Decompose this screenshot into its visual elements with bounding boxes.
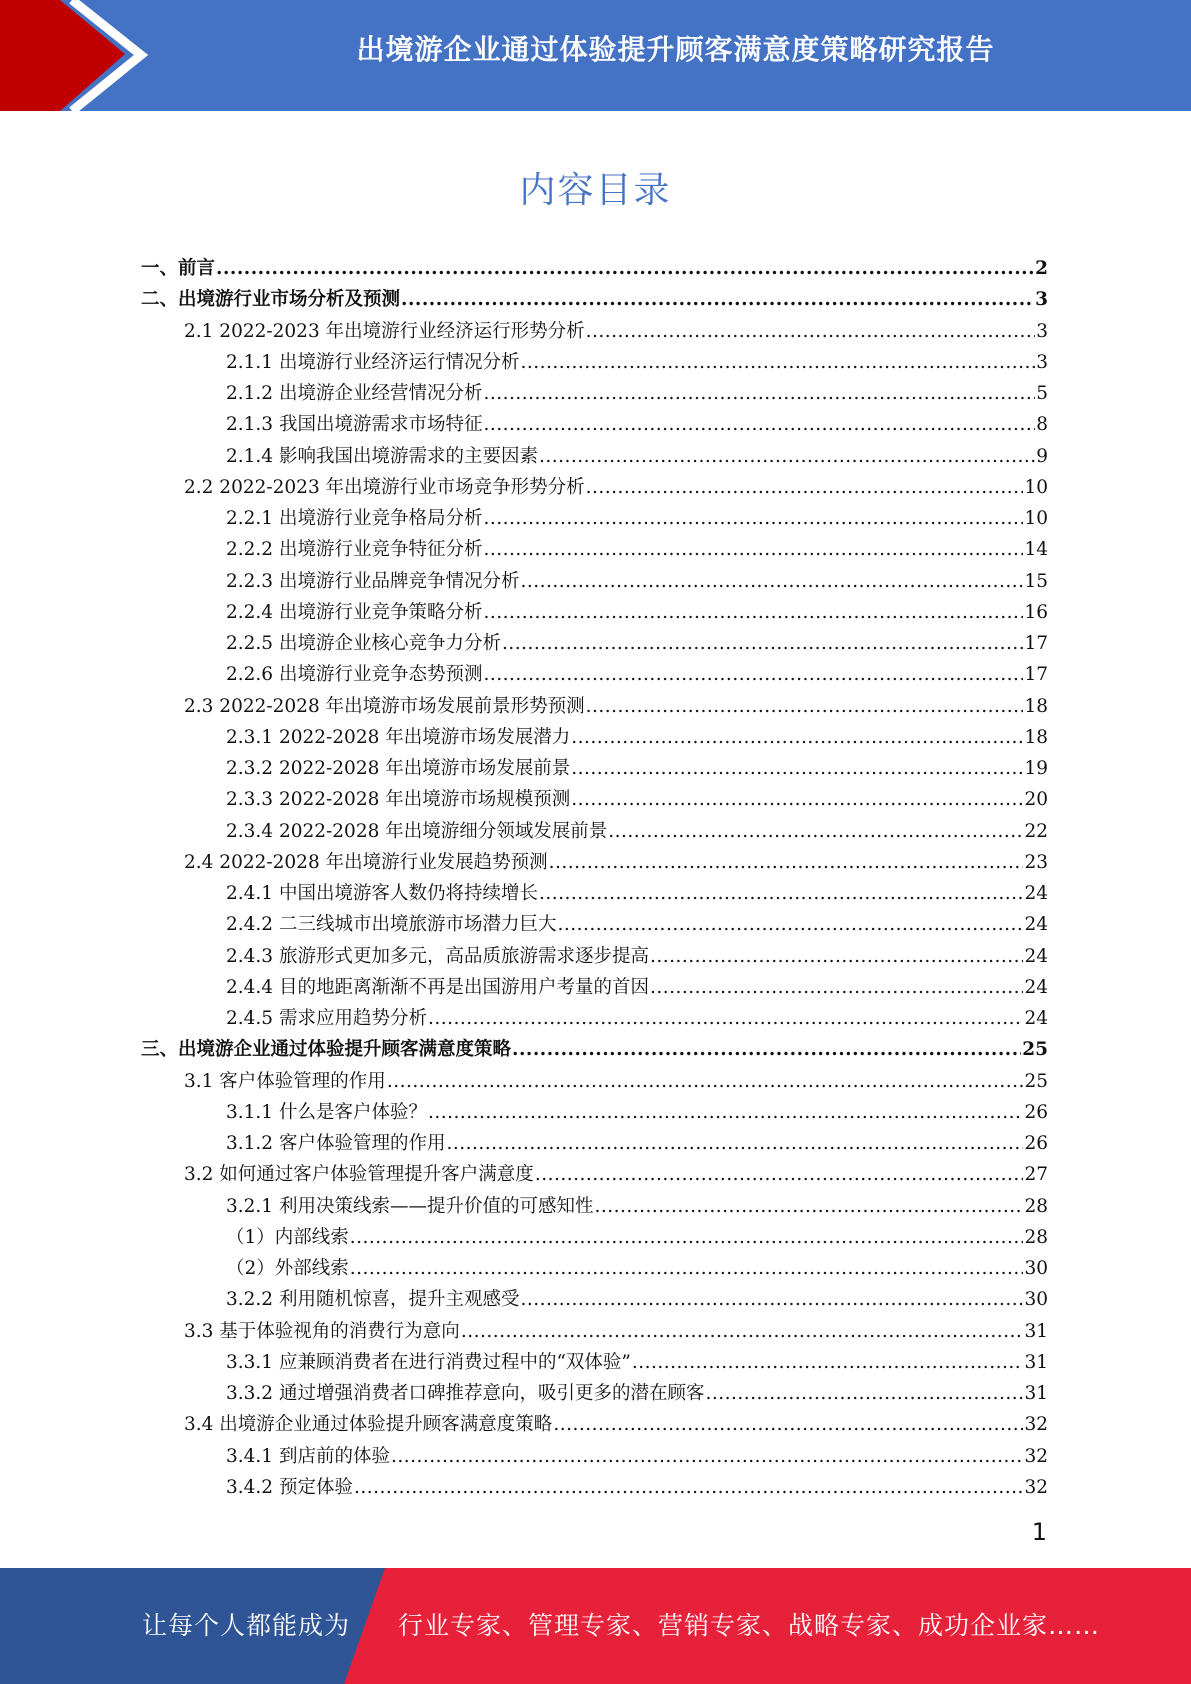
toc-entry-page: 30: [1024, 1258, 1048, 1279]
toc-entry[interactable]: [141, 1253, 1048, 1284]
toc-entry-label: 2.3.2 2022-2028 年出境游市场发展前景: [226, 758, 571, 779]
toc-entry[interactable]: [141, 878, 1048, 909]
toc-entry-page: 14: [1024, 539, 1048, 561]
toc-entry-label: 3.4 出境游企业通过体验提升顾客满意度策略: [184, 1414, 553, 1436]
toc-entry[interactable]: [141, 409, 1048, 440]
toc-leader-dots: [512, 1034, 1021, 1065]
toc-entry-page: 17: [1024, 633, 1048, 654]
toc-heading: 内容目录: [519, 170, 672, 211]
toc-leader-dots: [650, 972, 1023, 1003]
toc-entry-label: 3.4.1 到店前的体验: [226, 1445, 390, 1467]
toc-entry-label: 3.1.1 什么是客户体验？: [226, 1101, 427, 1123]
toc-entry-label: 3.4.2 预定体验: [226, 1476, 353, 1498]
toc-entry-label: 一、前言: [141, 258, 216, 279]
toc-entry-label: 2.4.1 中国出境游客人数仍将持续增长: [226, 883, 538, 904]
toc-entry-label: 2.2.1 出境游行业竞争格局分析: [226, 508, 483, 529]
toc-entry-label: 2.1.3 我国出境游需求市场特征: [226, 414, 483, 436]
toc-entry-page: 32: [1024, 1414, 1048, 1436]
toc-entry-page: 10: [1024, 508, 1048, 529]
toc-entry[interactable]: [141, 284, 1048, 315]
toc-entry[interactable]: [141, 1284, 1048, 1315]
toc-leader-dots: [483, 409, 1035, 440]
toc-entry[interactable]: [141, 378, 1048, 409]
toc-entry[interactable]: [141, 1003, 1048, 1034]
toc-entry-label: 2.2.6 出境游行业竞争态势预测: [226, 664, 483, 686]
toc-entry[interactable]: [141, 1409, 1048, 1440]
toc-leader-dots: [535, 1159, 1024, 1190]
toc-entry-label: 2.2.4 出境游行业竞争策略分析: [226, 601, 483, 623]
toc-entry-page: 24: [1024, 976, 1048, 998]
toc-entry-page: 18: [1024, 726, 1048, 748]
toc-entry-label: 2.4.2 二三线城市出境旅游市场潜力巨大: [226, 914, 557, 936]
table-of-contents: [141, 253, 1048, 1503]
toc-leader-dots: [483, 503, 1023, 534]
toc-leader-dots: [483, 597, 1023, 628]
toc-entry[interactable]: [141, 1128, 1048, 1159]
toc-leader-dots: [483, 659, 1023, 690]
page-number: 1: [1031, 1518, 1047, 1546]
toc-leader-dots: [446, 1128, 1023, 1159]
toc-entry-label: 2.1 2022-2023 年出境游行业经济运行形势分析: [184, 320, 585, 342]
toc-entry-label: 3.2 如何通过客户体验管理提升客户满意度: [184, 1164, 534, 1186]
toc-entry-label: 2.3.1 2022-2028 年出境游市场发展潜力: [226, 726, 571, 748]
toc-entry-label: 2.4 2022-2028 年出境游行业发展趋势预测: [184, 851, 548, 873]
toc-leader-dots: [586, 691, 1024, 722]
toc-entry-page: 31: [1024, 1351, 1048, 1373]
toc-entry[interactable]: [141, 1034, 1048, 1065]
toc-leader-dots: [387, 1066, 1024, 1097]
toc-entry[interactable]: [141, 941, 1048, 972]
toc-entry-label: 2.3.4 2022-2028 年出境游细分领域发展前景: [226, 820, 608, 842]
toc-entry-label: 2.1.1 出境游行业经济运行情况分析: [226, 351, 520, 373]
toc-leader-dots: [483, 534, 1023, 565]
toc-leader-dots: [553, 1409, 1023, 1440]
toc-entry-page: 3: [1036, 351, 1048, 373]
toc-entry[interactable]: [141, 1472, 1048, 1503]
toc-entry-page: 32: [1024, 1445, 1048, 1467]
toc-leader-dots: [216, 253, 1034, 284]
toc-entry-label: 2.1.4 影响我国出境游需求的主要因素: [226, 445, 538, 467]
toc-entry[interactable]: [141, 1441, 1048, 1472]
toc-entry[interactable]: [141, 347, 1048, 378]
toc-leader-dots: [520, 347, 1035, 378]
toc-leader-dots: [539, 441, 1035, 472]
toc-entry-page: 28: [1024, 1226, 1048, 1248]
toc-entry-page: 9: [1036, 445, 1048, 467]
toc-leader-dots: [549, 847, 1024, 878]
toc-entry-page: 24: [1024, 883, 1048, 904]
toc-entry-label: （2）外部线索: [226, 1258, 349, 1279]
toc-entry-label: 2.2.2 出境游行业竞争特征分析: [226, 539, 483, 561]
toc-entry-page: 26: [1024, 1101, 1048, 1123]
toc-leader-dots: [571, 784, 1023, 815]
toc-entry-page: 2: [1035, 258, 1048, 279]
toc-leader-dots: [650, 941, 1023, 972]
toc-entry-label: 3.1 客户体验管理的作用: [184, 1070, 386, 1092]
toc-entry-label: 3.1.2 客户体验管理的作用: [226, 1133, 446, 1154]
toc-entry-page: 5: [1036, 383, 1048, 404]
toc-entry[interactable]: [141, 691, 1048, 722]
toc-leader-dots: [350, 1222, 1024, 1253]
toc-entry[interactable]: [141, 753, 1048, 784]
toc-leader-dots: [632, 1347, 1024, 1378]
toc-leader-dots: [461, 1316, 1024, 1347]
toc-entry[interactable]: [141, 566, 1048, 597]
toc-entry-label: 2.4.5 需求应用趋势分析: [226, 1008, 427, 1029]
toc-entry-page: 25: [1022, 1039, 1048, 1061]
toc-entry-page: 15: [1024, 570, 1048, 592]
report-title: 出境游企业通过体验提升顾客满意度策略研究报告: [356, 33, 995, 66]
toc-entry[interactable]: [141, 1097, 1048, 1128]
toc-leader-dots: [705, 1378, 1023, 1409]
toc-entry-label: 2.3.3 2022-2028 年出境游市场规模预测: [226, 789, 571, 811]
toc-entry-page: 16: [1024, 601, 1048, 623]
toc-entry-page: 31: [1024, 1383, 1048, 1404]
toc-entry[interactable]: [141, 1222, 1048, 1253]
toc-entry-label: 3.2.1 利用决策线索——提升价值的可感知性: [226, 1195, 594, 1217]
toc-leader-dots: [571, 722, 1023, 753]
toc-leader-dots: [557, 909, 1023, 940]
toc-leader-dots: [571, 753, 1023, 784]
toc-leader-dots: [520, 1284, 1023, 1315]
toc-entry-page: 24: [1024, 914, 1048, 936]
toc-entry-label: 3.2.2 利用随机惊喜，提升主观感受: [226, 1289, 520, 1311]
toc-entry-page: 26: [1024, 1133, 1048, 1154]
toc-leader-dots: [401, 284, 1034, 315]
toc-entry[interactable]: [141, 784, 1048, 815]
footer-banner: [0, 1568, 1191, 1684]
toc-entry-page: 24: [1024, 945, 1048, 967]
toc-entry-page: 10: [1024, 476, 1048, 498]
toc-leader-dots: [428, 1003, 1023, 1034]
toc-leader-dots: [539, 878, 1023, 909]
toc-entry-label: 二、出境游行业市场分析及预测: [141, 289, 401, 311]
toc-entry-page: 22: [1024, 820, 1048, 842]
toc-entry-label: 2.1.2 出境游企业经营情况分析: [226, 383, 483, 404]
toc-leader-dots: [586, 472, 1024, 503]
toc-entry[interactable]: [141, 972, 1048, 1003]
toc-leader-dots: [483, 378, 1035, 409]
toc-entry[interactable]: [141, 316, 1048, 347]
toc-entry-page: 25: [1024, 1070, 1048, 1092]
toc-entry[interactable]: [141, 472, 1048, 503]
toc-leader-dots: [354, 1472, 1024, 1503]
toc-entry-page: 30: [1024, 1289, 1048, 1311]
toc-leader-dots: [502, 628, 1023, 659]
toc-entry-label: （1）内部线索: [226, 1226, 349, 1248]
toc-entry[interactable]: [141, 1347, 1048, 1378]
toc-entry[interactable]: [141, 534, 1048, 565]
toc-leader-dots: [594, 1191, 1023, 1222]
toc-entry-page: 28: [1024, 1195, 1048, 1217]
toc-entry-page: 23: [1024, 851, 1048, 873]
toc-entry[interactable]: [141, 503, 1048, 534]
toc-entry[interactable]: [141, 816, 1048, 847]
toc-entry[interactable]: [141, 597, 1048, 628]
toc-entry-label: 三、出境游企业通过体验提升顾客满意度策略: [141, 1039, 512, 1061]
toc-leader-dots: [520, 566, 1023, 597]
toc-entry[interactable]: [141, 1378, 1048, 1409]
toc-entry[interactable]: [141, 1191, 1048, 1222]
toc-entry-label: 3.3.2 通过增强消费者口碑推荐意向，吸引更多的潜在顾客: [226, 1383, 705, 1404]
toc-entry[interactable]: [141, 847, 1048, 878]
toc-leader-dots: [350, 1253, 1024, 1284]
toc-entry[interactable]: [141, 253, 1048, 284]
toc-entry-page: 17: [1024, 664, 1048, 686]
toc-entry[interactable]: [141, 628, 1048, 659]
toc-entry[interactable]: [141, 441, 1048, 472]
toc-entry-page: 3: [1036, 320, 1048, 342]
footer-slogan-left: 让每个人都能成为: [142, 1611, 351, 1640]
toc-entry-page: 24: [1024, 1008, 1048, 1029]
toc-entry[interactable]: [141, 909, 1048, 940]
toc-leader-dots: [428, 1097, 1023, 1128]
toc-entry-label: 2.2 2022-2023 年出境游行业市场竞争形势分析: [184, 476, 585, 498]
toc-entry[interactable]: [141, 722, 1048, 753]
toc-leader-dots: [391, 1441, 1023, 1472]
toc-entry-page: 31: [1024, 1320, 1048, 1342]
toc-entry-label: 2.2.5 出境游企业核心竞争力分析: [226, 633, 501, 654]
footer-slogan-right: 行业专家、管理专家、营销专家、战略专家、成功企业家……: [398, 1611, 1101, 1640]
toc-entry[interactable]: [141, 1159, 1048, 1190]
toc-entry-label: 2.2.3 出境游行业品牌竞争情况分析: [226, 570, 520, 592]
toc-entry-label: 3.3.1 应兼顾消费者在进行消费过程中的“双体验”: [226, 1351, 631, 1373]
toc-leader-dots: [586, 316, 1036, 347]
toc-entry-label: 3.3 基于体验视角的消费行为意向: [184, 1320, 460, 1342]
toc-entry-page: 18: [1024, 695, 1048, 717]
header-banner: [0, 0, 1191, 111]
toc-entry-page: 8: [1036, 414, 1048, 436]
toc-entry-label: 2.3 2022-2028 年出境游市场发展前景形势预测: [184, 695, 585, 717]
toc-entry-page: 32: [1024, 1476, 1048, 1498]
toc-entry[interactable]: [141, 1316, 1048, 1347]
toc-entry-label: 2.4.4 目的地距离渐渐不再是出国游用户考量的首因: [226, 976, 649, 998]
toc-entry-page: 3: [1035, 289, 1048, 311]
toc-entry-page: 20: [1024, 789, 1048, 811]
toc-entry-page: 27: [1024, 1164, 1048, 1186]
toc-leader-dots: [608, 816, 1023, 847]
toc-entry-label: 2.4.3 旅游形式更加多元，高品质旅游需求逐步提高: [226, 945, 649, 967]
toc-entry-page: 19: [1024, 758, 1048, 779]
toc-entry[interactable]: [141, 1066, 1048, 1097]
toc-entry[interactable]: [141, 659, 1048, 690]
